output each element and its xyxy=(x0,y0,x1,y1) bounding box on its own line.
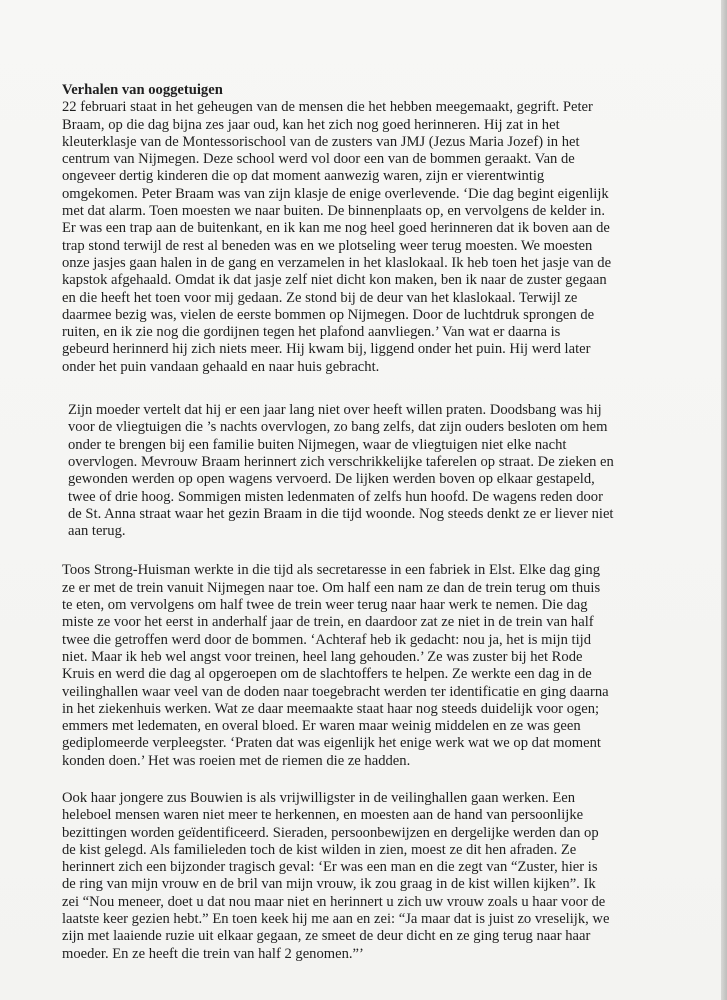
text-line: konden doen.’ Het was roeien met de riemen die ze hadden. xyxy=(62,752,411,769)
text-line: onder te brengen bij een familie buiten Nijmegen, waar de vliegtuigen niet elke nacht xyxy=(68,436,567,453)
text-line: emmers met ledematen, en overal bloed. Er waren maar weinig middelen en ze was geen xyxy=(62,718,581,735)
text-line: gediplomeerde verpleegster. ‘Praten dat was eigenlijk het enige werk wat we op dat moment xyxy=(62,735,601,752)
document-body xyxy=(62,82,614,963)
text-line: trap stond terwijl de rest al beneden was en we plotseling weer terug moesten. We moesten xyxy=(62,237,593,254)
text-line: centrum van Nijmegen. Deze school werd vol door een van de bommen geraakt. Van de xyxy=(62,151,575,168)
paragraph-moeder xyxy=(62,402,614,540)
text-line: de ring van mijn vrouw en de bril van mijn vrouw, ik zou graag in de kist willen kijken”. Ik xyxy=(62,876,596,893)
text-line: aan terug. xyxy=(68,523,126,540)
text-line: twee die getroffen werd door de bommen. ‘Achteraf heb ik gedacht: nou ja, het is mijn tijd xyxy=(62,631,591,648)
text-line: zijn met laaiende ruzie uit elkaar gegaan, ze smeet de deur dicht en ze ging terug naar haar xyxy=(62,928,591,945)
text-line: in het ziekenhuis werken. Wat ze daar meemaakte staat haar nog steeds duidelijk voor ogen; xyxy=(62,700,600,717)
text-line: niet. Maar ik heb wel angst voor treinen, heel lang gehouden.’ Ze was zuster bij het Rode xyxy=(62,648,583,665)
text-line: Ook haar jongere zus Bouwien is als vrijwilligster in de veilinghallen gaan werken. Een xyxy=(62,789,576,806)
text-line: zei “Nou meneer, doet u dat nou maar niet en herinnert u zich uw vrouw zoals u haar voor de xyxy=(62,893,606,910)
text-line: veilinghallen waar veel van de doden naar toegebracht werden ter identificatie en ging daarna xyxy=(62,683,609,700)
text-line: gewonden werden op open wagens vervoerd. De lijken werden boven op elkaar gestapeld, xyxy=(68,471,595,488)
text-line: Zijn moeder vertelt dat hij er een jaar lang niet over heeft willen praten. Doodsbang was hij xyxy=(68,402,602,419)
paragraph-toos-strong-huisman xyxy=(62,562,610,770)
text-line: kleuterklasje van de Montessorischool van de zusters van JMJ (Jezus Maria Jozef) in het xyxy=(62,133,580,150)
text-line: laatste keer gezien hebt.” En toen keek hij me aan en zei: “Ja maar dat is juist zo vreselijk, we xyxy=(62,911,610,928)
text-line: ruiten, en ik zie nog die gordijnen tegen het plafond aanvliegen.’ Van wat er daarna is xyxy=(62,324,561,341)
text-line: herinnert zich een bijzonder tragisch geval: ‘Er was een man en die zegt van “Zuster, hier is xyxy=(62,859,598,876)
text-line: de St. Anna straat waar het gezin Braam in die tijd woonde. Nog steeds denkt ze er liever niet xyxy=(68,505,614,522)
paragraph-bouwien xyxy=(62,790,610,963)
text-line: onze jasjes gaan halen in de gang en verzamelen in het klaslokaal. Ik heb toen het jasje van de xyxy=(62,254,612,271)
text-line: heleboel mensen waren niet meer te herkennen, en moesten aan de hand van persoonlijke xyxy=(62,807,584,824)
text-line: te eten, om vervolgens om half twee de trein weer terug naar haar werk te nemen. Die dag xyxy=(62,597,588,614)
text-line: moeder. En ze heeft die trein van half 2 genomen.”’ xyxy=(62,945,364,962)
text-line: 22 februari staat in het geheugen van de mensen die het hebben meegemaakt, gegrift. Peter xyxy=(62,99,593,116)
text-line: Braam, op die dag bijna zes jaar oud, kan het zich nog goed herinneren. Hij zat in het xyxy=(62,116,560,133)
page-edge-shadow xyxy=(721,0,727,1000)
text-line: ongeveer dertig kinderen die op dat moment aanwezig waren, zijn er vierentwintig xyxy=(62,168,545,185)
text-line: miste ze voor het eerst in anderhalf jaar de trein, en daardoor zat ze niet in de trein van half xyxy=(62,614,594,631)
paragraph-peter-braam xyxy=(62,99,610,376)
text-line: Toos Strong-Huisman werkte in die tijd als secretaresse in een fabriek in Elst. Elke dag ging xyxy=(62,562,600,579)
text-line: Er was een trap aan de buitenkant, en ik kan me nog heel goed herinneren dat ik boven aan de xyxy=(62,220,610,237)
text-line: kapstok afgehaald. Omdat ik dat jasje zelf niet dicht kon maken, ben ik naar de zuster gegaan xyxy=(62,272,607,289)
text-line: en die heeft het toen voor mij gedaan. Ze stond bij de deur van het klaslokaal. Terwijl ze xyxy=(62,289,578,306)
text-line: twee of drie hoog. Sommigen misten ledenmaten of zelfs hun hoofd. De wagens reden door xyxy=(68,488,603,505)
text-line: omgekomen. Peter Braam was van zijn klasje de enige overlevende. ‘Die dag begint eigenlijk xyxy=(62,185,609,202)
text-line: onder het puin vandaan gehaald en naar huis gebracht. xyxy=(62,358,380,375)
text-line: met dat alarm. Toen moesten we naar buiten. De binnenplaats op, en vervolgens de kelder in. xyxy=(62,203,605,220)
text-line: gebeurd herinnerd hij zich niets meer. Hij kwam bij, liggend onder het puin. Hij werd later xyxy=(62,341,591,358)
text-line: ze er met de trein vanuit Nijmegen naar toe. Om half een nam ze dan de trein terug om thuis xyxy=(62,579,601,596)
text-line: Kruis en werd die dag al opgeroepen om de slachtoffers te helpen. Ze werkte een dag in de xyxy=(62,666,592,683)
text-line: voor de vliegtuigen die ’s nachts overvlogen, zo bang zelfs, dat zijn ouders besloten om hem xyxy=(68,419,608,436)
text-line: bezittingen worden geïdentificeerd. Sieraden, persoonbewijzen en dergelijke werden dan op xyxy=(62,824,599,841)
document-title: Verhalen van ooggetuigen xyxy=(62,82,223,98)
text-line: daarmee bezig was, vielen de eerste bommen op Nijmegen. Door de luchtdruk sprongen de xyxy=(62,306,595,323)
text-line: de kist gelegd. Als familieleden toch de kist wilden in zien, moest ze dit hen afraden. Ze xyxy=(62,841,577,858)
text-line: overvlogen. Mevrouw Braam herinnert zich verschrikkelijke taferelen op straat. De zieken en xyxy=(68,453,614,470)
